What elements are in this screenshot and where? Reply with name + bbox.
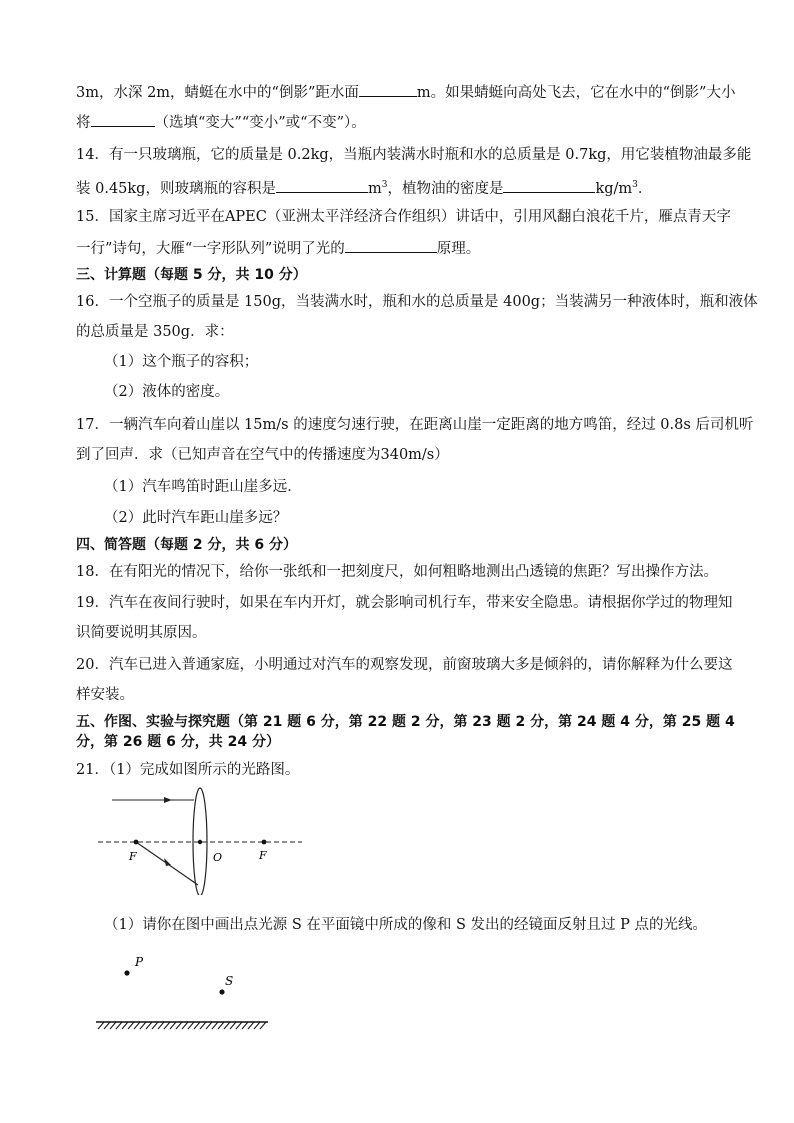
q20-line2: 样安装。 (76, 687, 134, 703)
q14-line2 (76, 175, 652, 199)
q13-text-d: （选填“变大”“变小”或“不变”）。 (154, 115, 366, 131)
point-p (124, 970, 129, 975)
q17-line2: 到了回声．求（已知声音在空气中的传播速度为340m/s） (76, 447, 449, 463)
q16-sub2: （2）液体的密度。 (104, 384, 230, 400)
q17-sub1: （1）汽车鸣笛时距山崖多远． (104, 479, 302, 495)
section3-title: 三、计算题（每题 5 分，共 10 分） (76, 267, 307, 283)
point-source-s (219, 989, 224, 994)
lens-ray-diagram (90, 785, 320, 895)
q15-line2 (76, 238, 480, 259)
label-focus-right: F (259, 849, 267, 862)
optical-center (198, 840, 202, 844)
q21-line1: 21．（1）完成如图所示的光路图。 (76, 762, 300, 778)
q15-line1: 15．国家主席习近平在APEC（亚洲太平洋经济合作组织）讲话中，引用风翻白浪花千片，雁点青天字 (76, 209, 731, 225)
label-s: S (225, 974, 234, 988)
q15-blank1[interactable] (345, 238, 437, 253)
q13-text-a: 3m，水深 2m，蜻蜓在水中的“倒影”距水面 (76, 85, 359, 101)
q14-text-e: ． (637, 180, 653, 197)
q13-text-c: 将 (76, 115, 91, 131)
mirror-hatching (98, 1022, 266, 1029)
q16-sub1: （1）这个瓶子的容积； (104, 354, 259, 370)
q14-blank1[interactable] (276, 178, 368, 193)
q14-line1: 14．有一只玻璃瓶，它的质量是 0.2kg，当瓶内装满水时瓶和水的总质量是 0.7kg，用它装植物油最多能 (76, 147, 752, 163)
q15-text-a: 一行”诗句，大雁“一字形队列”说明了光的 (76, 241, 345, 257)
plane-mirror-diagram (90, 950, 280, 1035)
section5-title-line1: 五、作图、实验与探究题（第 21 题 6 分，第 22 题 2 分，第 23 题 2 分，第 24 题 4 分，第 25 题 4 (76, 714, 735, 730)
label-p: P (135, 955, 144, 969)
q14-unit-exp: 3 (381, 180, 388, 190)
q14-unit-exp2: 3 (632, 180, 638, 190)
focus-point-right (262, 840, 267, 845)
q17-line1: 17．一辆汽车向着山崖以 15m/s 的速度匀速行驶，在距离山崖一定距离的地方鸣笛，经过 0.8s 后司机听 (76, 417, 754, 433)
label-optical-center: O (213, 851, 223, 864)
ray-arrow-1 (164, 797, 172, 803)
section5-title-line2: 分，第 26 题 6 分，共 24 分） (76, 734, 280, 750)
q20-line1: 20．汽车已进入普通家庭，小明通过对汽车的观察发现，前窗玻璃大多是倾斜的，请你解释为什么要这 (76, 657, 733, 673)
q21-sub2: （1）请你在图中画出点光源 S 在平面镜中所成的像和 S 发出的经镜面反射且过 P 点的光线。 (104, 917, 707, 933)
q13-line2 (76, 112, 366, 133)
q15-text-b: 原理。 (436, 241, 481, 257)
label-focus-left: F (129, 850, 137, 863)
q19-line1: 19．汽车在夜间行驶时，如果在车内开灯，就会影响司机行车，带来安全隐患。请根据你学过的物理知 (76, 595, 733, 611)
focus-point-left (134, 840, 139, 845)
q13-blank1[interactable] (359, 82, 417, 97)
q16-line1: 16．一个空瓶子的质量是 150g，当装满水时，瓶和水的总质量是 400g；当装满另一种液体时，瓶和液体 (76, 294, 758, 310)
q13-text-b: m。如果蜻蜓向高处飞去，它在水中的“倒影”大小 (416, 85, 736, 101)
q14-text-a: 装 0.45kg，则玻璃瓶的容积是 (76, 180, 276, 197)
q16-line2: 的总质量是 350g．求： (76, 324, 234, 340)
q13-line1 (76, 82, 735, 103)
q14-unit-m: m (367, 180, 382, 197)
q13-blank2[interactable] (91, 112, 155, 127)
q19-line2: 识简要说明其原因。 (76, 625, 207, 641)
q18-line1: 18．在有阳光的情况下，给你一张纸和一把刻度尺，如何粗略地测出凸透镜的焦距？写出操作方法。 (76, 564, 718, 580)
q14-text-c: ，植物油的密度是 (387, 180, 504, 197)
q17-sub2: （2）此时汽车距山崖多远？ (104, 510, 288, 526)
q14-unit-kgm: kg/m (595, 180, 633, 197)
section4-title: 四、简答题（每题 2 分，共 6 分） (76, 537, 297, 553)
q14-blank2[interactable] (503, 178, 595, 193)
ray-arrow-2 (164, 858, 171, 866)
